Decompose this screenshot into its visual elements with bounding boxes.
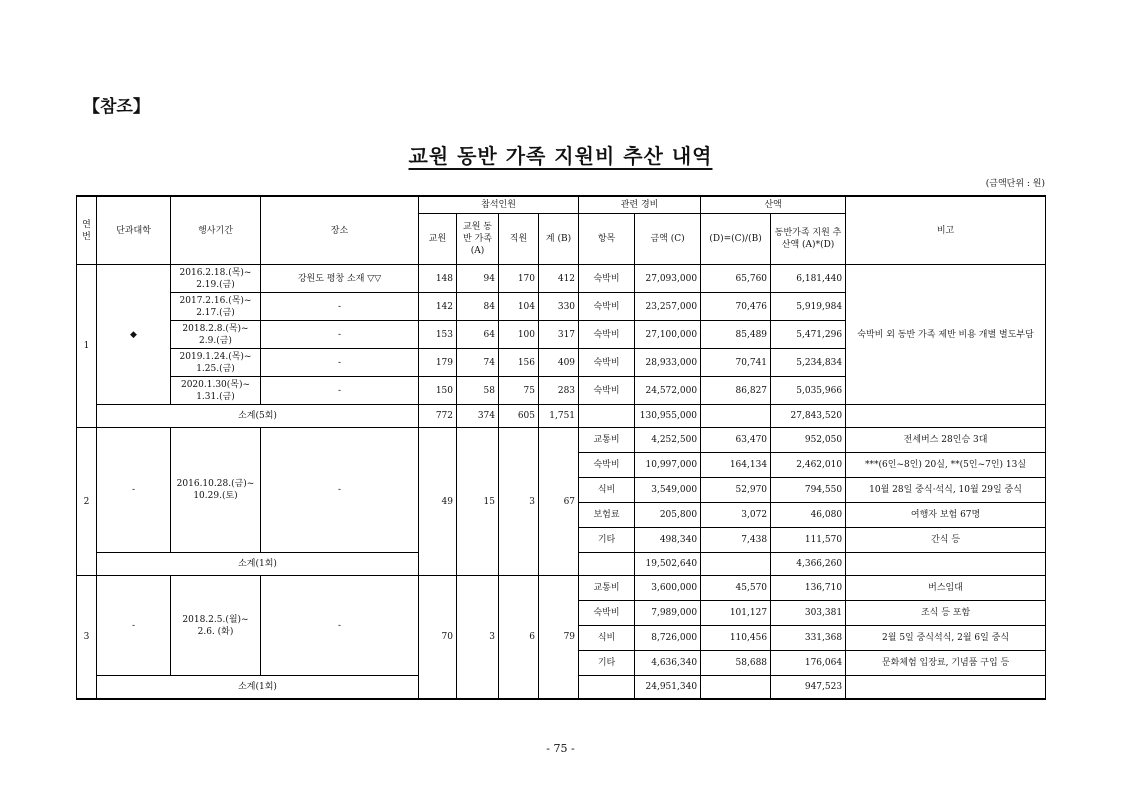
cell-d: 70,741 (701, 349, 771, 377)
cell-item: 숙박비 (579, 293, 635, 321)
row-no: 3 (77, 576, 97, 700)
cell-d: 110,456 (701, 626, 771, 651)
cell-period: 2019.1.24.(목)~ 1.25.(금) (171, 349, 261, 377)
cell-total: 330 (539, 293, 579, 321)
subtotal-total: 1,751 (539, 405, 579, 428)
cell-d: 45,570 (701, 576, 771, 601)
cell-amount: 3,600,000 (635, 576, 701, 601)
cell-staff: 75 (499, 377, 539, 405)
unit-note: (금액단위 : 원) (985, 179, 1045, 189)
diamond-icon: ◆ (97, 265, 171, 405)
cell-staff: 3 (499, 428, 539, 576)
header-attendees: 참석인원 (419, 196, 579, 214)
header-period: 행사기간 (171, 196, 261, 265)
cell-amount: 205,800 (635, 503, 701, 528)
cell-remark: 2월 5일 중식석식, 2월 6일 중식 (846, 626, 1046, 651)
table-row (77, 428, 1046, 453)
cell-item: 숙박비 (579, 601, 635, 626)
cell-total: 283 (539, 377, 579, 405)
table-row (77, 265, 1046, 293)
cell-total: 79 (539, 576, 579, 700)
expense-table (76, 195, 1046, 700)
cell-period: 2016.10.28.(금)~ 10.29.(토) (171, 428, 261, 553)
cell-family: 64 (457, 321, 499, 349)
cell-d: 3,072 (701, 503, 771, 528)
page-title: 교원 동반 가족 지원비 추산 내역 (408, 144, 713, 168)
subtotal-family: 374 (457, 405, 499, 428)
subtotal-amount: 130,955,000 (635, 405, 701, 428)
cell-period: 2016.2.18.(목)~ 2.19.(금) (171, 265, 261, 293)
cell-period: 2018.2.5.(월)~ 2.6. (화) (171, 576, 261, 676)
cell-est: 6,181,440 (771, 265, 846, 293)
cell-amount: 8,726,000 (635, 626, 701, 651)
cell-college: - (97, 428, 171, 553)
cell-item: 숙박비 (579, 265, 635, 293)
subtotal-row (77, 405, 1046, 428)
cell-family: 15 (457, 428, 499, 576)
header-place: 장소 (261, 196, 419, 265)
cell-staff: 6 (499, 576, 539, 700)
cell-amount: 27,100,000 (635, 321, 701, 349)
table-row (77, 576, 1046, 601)
cell-item: 숙박비 (579, 321, 635, 349)
cell-remark: 버스임대 (846, 576, 1046, 601)
cell-item: 교통비 (579, 428, 635, 453)
cell-place: 강원도 평창 소재 ▽▽ (261, 265, 419, 293)
cell-remark: ***(6인~8인) 20실, **(5인~7인) 13실 (846, 453, 1046, 478)
cell-d: 86,827 (701, 377, 771, 405)
cell-item: 교통비 (579, 576, 635, 601)
cell-staff: 100 (499, 321, 539, 349)
subtotal-est: 4,366,260 (771, 553, 846, 576)
cell-faculty: 142 (419, 293, 457, 321)
cell-est: 2,462,010 (771, 453, 846, 478)
cell-period: 2017.2.16.(목)~ 2.17.(금) (171, 293, 261, 321)
cell-est: 136,710 (771, 576, 846, 601)
cell-faculty: 49 (419, 428, 457, 576)
cell-faculty: 148 (419, 265, 457, 293)
header-row-1 (77, 196, 1046, 214)
cell-est: 111,570 (771, 528, 846, 553)
subtotal-item (579, 553, 635, 576)
subtotal-est: 27,843,520 (771, 405, 846, 428)
cell-remark: 전세버스 28인승 3대 (846, 428, 1046, 453)
cell-faculty: 70 (419, 576, 457, 700)
cell-item: 식비 (579, 626, 635, 651)
cell-place: - (261, 293, 419, 321)
row-no: 2 (77, 428, 97, 576)
subtotal-est: 947,523 (771, 676, 846, 700)
cell-est: 5,035,966 (771, 377, 846, 405)
cell-item: 기타 (579, 651, 635, 676)
cell-family: 84 (457, 293, 499, 321)
cell-remark: 문화체험 입장료, 기념품 구입 등 (846, 651, 1046, 676)
cell-item: 숙박비 (579, 349, 635, 377)
cell-remark: 숙박비 외 동반 가족 제반 비용 개별 별도부담 (846, 265, 1046, 405)
cell-item: 식비 (579, 478, 635, 503)
cell-total: 67 (539, 428, 579, 576)
cell-total: 409 (539, 349, 579, 377)
cell-d: 85,489 (701, 321, 771, 349)
cell-d: 164,134 (701, 453, 771, 478)
cell-d: 52,970 (701, 478, 771, 503)
cell-amount: 4,636,340 (635, 651, 701, 676)
cell-est: 952,050 (771, 428, 846, 453)
cell-item: 기타 (579, 528, 635, 553)
header-staff: 직원 (499, 214, 539, 265)
cell-place: - (261, 576, 419, 676)
header-total: 계 (B) (539, 214, 579, 265)
subtotal-item (579, 405, 635, 428)
subtotal-d (701, 553, 771, 576)
header-college: 단과대학 (97, 196, 171, 265)
cell-amount: 3,549,000 (635, 478, 701, 503)
cell-remark: 간식 등 (846, 528, 1046, 553)
cell-place: - (261, 377, 419, 405)
cell-d: 63,470 (701, 428, 771, 453)
cell-est: 46,080 (771, 503, 846, 528)
header-no: 연번 (77, 196, 97, 265)
cell-total: 317 (539, 321, 579, 349)
cell-est: 5,471,296 (771, 321, 846, 349)
cell-amount: 4,252,500 (635, 428, 701, 453)
subtotal-staff: 605 (499, 405, 539, 428)
cell-family: 3 (457, 576, 499, 700)
header-calc: 산액 (701, 196, 846, 214)
subtotal-remark (846, 676, 1046, 700)
header-item: 항목 (579, 214, 635, 265)
cell-item: 보험료 (579, 503, 635, 528)
cell-period: 2018.2.8.(목)~ 2.9.(금) (171, 321, 261, 349)
subtotal-label: 소계(1회) (97, 676, 419, 700)
cell-remark: 조식 등 포함 (846, 601, 1046, 626)
subtotal-label: 소계(5회) (97, 405, 419, 428)
subtotal-d (701, 676, 771, 700)
subtotal-item (579, 676, 635, 700)
cell-est: 331,368 (771, 626, 846, 651)
header-family: 교원 동반 가족 (A) (457, 214, 499, 265)
cell-d: 65,760 (701, 265, 771, 293)
cell-faculty: 153 (419, 321, 457, 349)
header-amount: 금액 (C) (635, 214, 701, 265)
cell-place: - (261, 428, 419, 553)
cell-family: 58 (457, 377, 499, 405)
cell-amount: 10,997,000 (635, 453, 701, 478)
subtotal-faculty: 772 (419, 405, 457, 428)
cell-amount: 498,340 (635, 528, 701, 553)
cell-total: 412 (539, 265, 579, 293)
cell-family: 74 (457, 349, 499, 377)
cell-est: 5,919,984 (771, 293, 846, 321)
cell-amount: 28,933,000 (635, 349, 701, 377)
header-family-calc: 동반가족 지원 추산액 (A)*(D) (771, 214, 846, 265)
cell-remark: 여행자 보험 67명 (846, 503, 1046, 528)
cell-est: 794,550 (771, 478, 846, 503)
cell-family: 94 (457, 265, 499, 293)
subtotal-label: 소계(1회) (97, 553, 419, 576)
subtotal-amount: 24,951,340 (635, 676, 701, 700)
cell-est: 176,064 (771, 651, 846, 676)
cell-d: 58,688 (701, 651, 771, 676)
cell-est: 5,234,834 (771, 349, 846, 377)
page-number: - 75 - (546, 742, 575, 755)
cell-staff: 104 (499, 293, 539, 321)
reference-label: 【참조】 (83, 97, 150, 117)
cell-faculty: 150 (419, 377, 457, 405)
cell-amount: 24,572,000 (635, 377, 701, 405)
cell-college: - (97, 576, 171, 676)
cell-d: 101,127 (701, 601, 771, 626)
cell-place: - (261, 349, 419, 377)
subtotal-d (701, 405, 771, 428)
cell-est: 303,381 (771, 601, 846, 626)
subtotal-remark (846, 553, 1046, 576)
cell-d: 70,476 (701, 293, 771, 321)
cell-item: 숙박비 (579, 453, 635, 478)
subtotal-remark (846, 405, 1046, 428)
cell-amount: 27,093,000 (635, 265, 701, 293)
header-d: (D)=(C)/(B) (701, 214, 771, 265)
cell-remark: 10월 28일 중식·석식, 10월 29일 중식 (846, 478, 1046, 503)
cell-faculty: 179 (419, 349, 457, 377)
cell-d: 7,438 (701, 528, 771, 553)
subtotal-amount: 19,502,640 (635, 553, 701, 576)
header-faculty: 교원 (419, 214, 457, 265)
cell-amount: 23,257,000 (635, 293, 701, 321)
cell-staff: 156 (499, 349, 539, 377)
cell-place: - (261, 321, 419, 349)
cell-period: 2020.1.30(목)~ 1.31.(금) (171, 377, 261, 405)
header-remark: 비고 (846, 196, 1046, 265)
row-no: 1 (77, 265, 97, 428)
cell-item: 숙박비 (579, 377, 635, 405)
cell-amount: 7,989,000 (635, 601, 701, 626)
cell-staff: 170 (499, 265, 539, 293)
header-expense: 관련 경비 (579, 196, 701, 214)
